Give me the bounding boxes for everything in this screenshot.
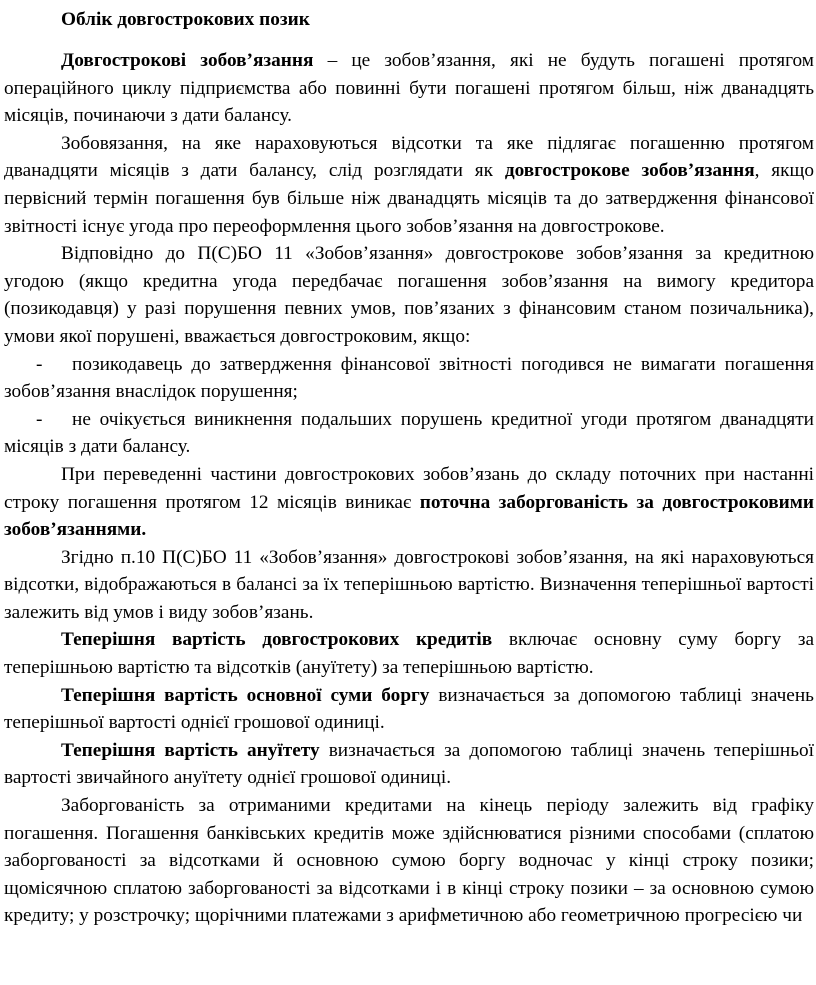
paragraph-text: Згідно п.10 П(С)БО 11 «Зобов’язання» довгострокові зобов’язання, на які нараховуються відсотки, відображаються в балансі за їх теперішньою вартістю. Визначення теперішньої вартості залежить від умов і виду зобов’язань.	[4, 546, 814, 623]
term-bold: поточна заборгованість за довгостроковими зобов’язаннями.	[4, 491, 814, 541]
list-item	[4, 351, 814, 406]
paragraph-text: При переведенні частини довгострокових зобов’язань до складу поточних при настанні строку погашення протягом 12 місяців виникає	[4, 463, 814, 513]
paragraph-text: – це зобов’язання, які не будуть погашені протягом операційного циклу підприємства або повинні бути погашені протягом більш, ніж дванадцять місяців, починаючи з дати балансу.	[4, 50, 814, 127]
list-marker: -	[36, 408, 43, 430]
paragraph-definition	[4, 47, 814, 130]
list-item-text: позикодавець до затвердження фінансової звітності погодився не вимагати погашення зобов’язання внаслідок порушення;	[4, 353, 814, 403]
paragraph-pv-annuity	[4, 737, 814, 792]
paragraph-current-debt	[4, 461, 814, 544]
paragraph-text: , якщо первісний термін погашення був більше ніж дванадцять місяців та до затвердження фінансової звітності існує угода про переоформлення цього зобов’язання на довгострокове.	[4, 160, 814, 237]
list-item-text: не очікується виникнення подальших порушень кредитної угоди протягом дванадцяти місяців з дати балансу.	[4, 408, 814, 458]
paragraph-repayment	[4, 792, 814, 930]
paragraph-text: включає основну суму боргу за теперішньою вартістю та відсотків (ануїтету) за теперішньою вартістю.	[4, 629, 815, 679]
paragraph-pv-credits	[4, 626, 814, 681]
paragraph-text: визначається за допомогою таблиці значень теперішньої вартості однієї грошової одиниці.	[4, 684, 814, 734]
paragraph-text: Відповідно до П(С)БО 11 «Зобов’язання» довгострокове зобов’язання за кредитною угодою (якщо кредитна угода передбачає погашення зобов’язання на вимогу кредитора (позикодавця) у разі порушення певних умов, пов’язаних з фінансовим станом позичальника), умови якої порушені, вважається довгостроковим, якщо:	[4, 243, 814, 347]
paragraph-text: Зобовязання, на яке нараховуються відсотки та яке підлягає погашенню протягом дванадцяти місяців з дати балансу, слід розглядати як	[4, 132, 814, 182]
paragraph-psbo-11	[4, 240, 814, 350]
term-bold: Теперішня вартість довгострокових кредитів	[61, 629, 493, 651]
paragraph-interest-liability	[4, 130, 814, 240]
paragraph-pv-principal	[4, 682, 814, 737]
document-body	[4, 47, 814, 930]
term-bold: Довгострокові зобов’язання	[61, 50, 314, 71]
term-bold: довгострокове зобов’язання	[504, 160, 755, 182]
term-bold: Теперішня вартість ануїтету	[61, 739, 320, 761]
document-title: Облік довгострокових позик	[61, 9, 310, 30]
list-item	[4, 406, 814, 461]
paragraph-present-value	[4, 544, 814, 627]
list-marker: -	[36, 353, 43, 375]
paragraph-text: Заборгованість за отриманими кредитами на кінець періоду залежить від графіку погашення. Погашення банківських кредитів може здійснюватися різними способами (сплатою заборгованості за відсотками й основною сумою боргу водночас у кінці строку позики; щомісячною сплатою заборгованості за відсотками і в кінці строку позики – за основною сумою кредиту; у розстрочку; щорічними платежами з арифметичною або геометричною прогресією чи	[4, 795, 814, 927]
term-bold: Теперішня вартість основної суми боргу	[61, 684, 430, 706]
paragraph-text: визначається за допомогою таблиці значень теперішньої вартості звичайного ануїтету однієї грошової одиниці.	[4, 739, 815, 789]
